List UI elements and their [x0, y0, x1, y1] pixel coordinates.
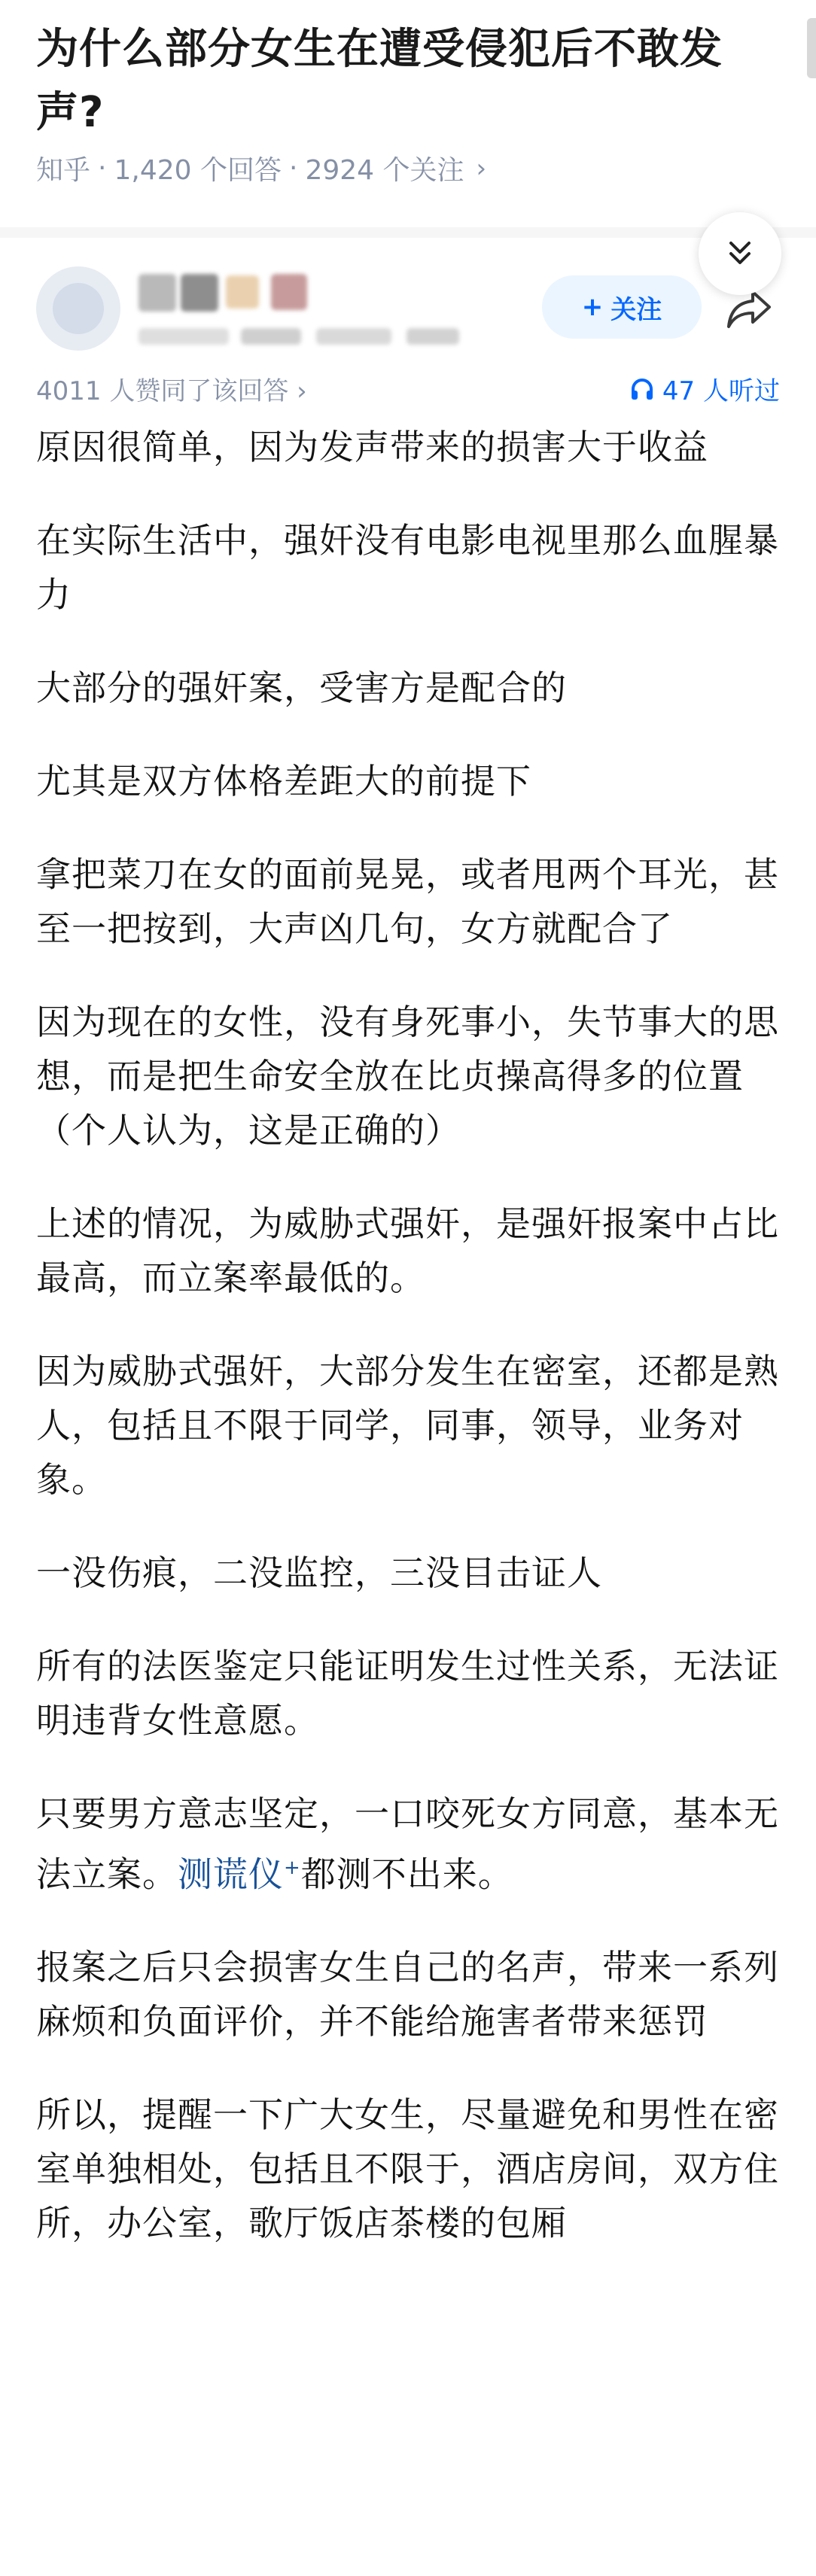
- collapse-chevrons-icon: [723, 237, 757, 270]
- collapse-button[interactable]: [699, 212, 781, 295]
- chevron-right-icon: ›: [476, 153, 487, 184]
- avatar[interactable]: [36, 266, 120, 351]
- answer-paragraph: [36, 1787, 781, 1901]
- follow-button[interactable]: [542, 275, 702, 339]
- upvote-count[interactable]: [36, 370, 307, 407]
- answer-paragraph: 拿把菜刀在女的面前晃晃，或者甩两个耳光，甚至一把按到，大声凶几句，女方就配合了: [36, 854, 779, 949]
- answer-paragraph: 原因很简单，因为发声带来的损害大于收益: [36, 427, 708, 467]
- listen-count[interactable]: [629, 370, 780, 407]
- meta-separator: ·: [98, 153, 107, 184]
- answer-paragraph: 所有的法医鉴定只能证明发生过性关系，无法证明违背女性意愿。: [36, 1646, 779, 1741]
- scrollbar[interactable]: [807, 18, 816, 78]
- question-header: [0, 0, 816, 227]
- meta-separator: ·: [288, 153, 298, 184]
- upvote-text: 4011 人赞同了该回答: [36, 376, 289, 406]
- link-plus-icon: +: [284, 1857, 301, 1879]
- paragraph-text: 只要男方意志坚定，一口咬死女方同意，基本无法立案。: [36, 1793, 779, 1895]
- answer-paragraph: 报案之后只会损害女生自己的名声，带来一系列麻烦和负面评价，并不能给施害者带来惩罚: [36, 1947, 779, 2042]
- followers-count: 2924 个关注: [305, 155, 464, 186]
- answer-stats: [0, 367, 816, 412]
- question-meta[interactable]: [36, 149, 486, 187]
- listen-text: 47 人听过: [662, 376, 780, 406]
- question-title[interactable]: 为什么部分女生在遭受侵犯后不敢发声?: [36, 25, 723, 137]
- answers-count: 1,420 个回答: [114, 155, 282, 186]
- headphones-icon: [629, 376, 655, 402]
- answer-paragraph: 因为威胁式强奸，大部分发生在密室，还都是熟人，包括且不限于同学，同事，领导，业务对象。: [36, 1351, 779, 1500]
- polygraph-link[interactable]: 测谎仪: [178, 1854, 284, 1895]
- plus-icon: +: [581, 292, 604, 322]
- answer-paragraph: 在实际生活中，强奸没有电影电视里那么血腥暴力: [36, 520, 779, 615]
- author-row: [0, 256, 816, 361]
- answer-paragraph: 一没伤痕，二没监控，三没目击证人: [36, 1553, 602, 1593]
- answer-paragraph: 大部分的强奸案，受害方是配合的: [36, 668, 567, 708]
- chevron-right-icon: ›: [297, 376, 307, 406]
- answer-paragraph: 所以，提醒一下广大女生，尽量避免和男性在密室单独相处，包括且不限于，酒店房间，双方住所，办公室，歌厅饭店茶楼的包厢: [36, 2094, 779, 2244]
- source-label: 知乎: [36, 155, 91, 186]
- answer-paragraph: 因为现在的女性，没有身死事小，失节事大的思想，而是把生命安全放在比贞操高得多的位置（个人认为，这是正确的）: [36, 1002, 779, 1151]
- section-divider: [0, 227, 816, 238]
- follow-label: 关注: [610, 294, 662, 325]
- answer-paragraph: 上述的情况，为威胁式强奸，是强奸报案中占比最高，而立案率最低的。: [36, 1203, 779, 1298]
- answer-paragraph: 尤其是双方体格差距大的前提下: [36, 761, 531, 801]
- paragraph-text: 都测不出来。: [300, 1854, 513, 1895]
- answer-body: [36, 420, 781, 2289]
